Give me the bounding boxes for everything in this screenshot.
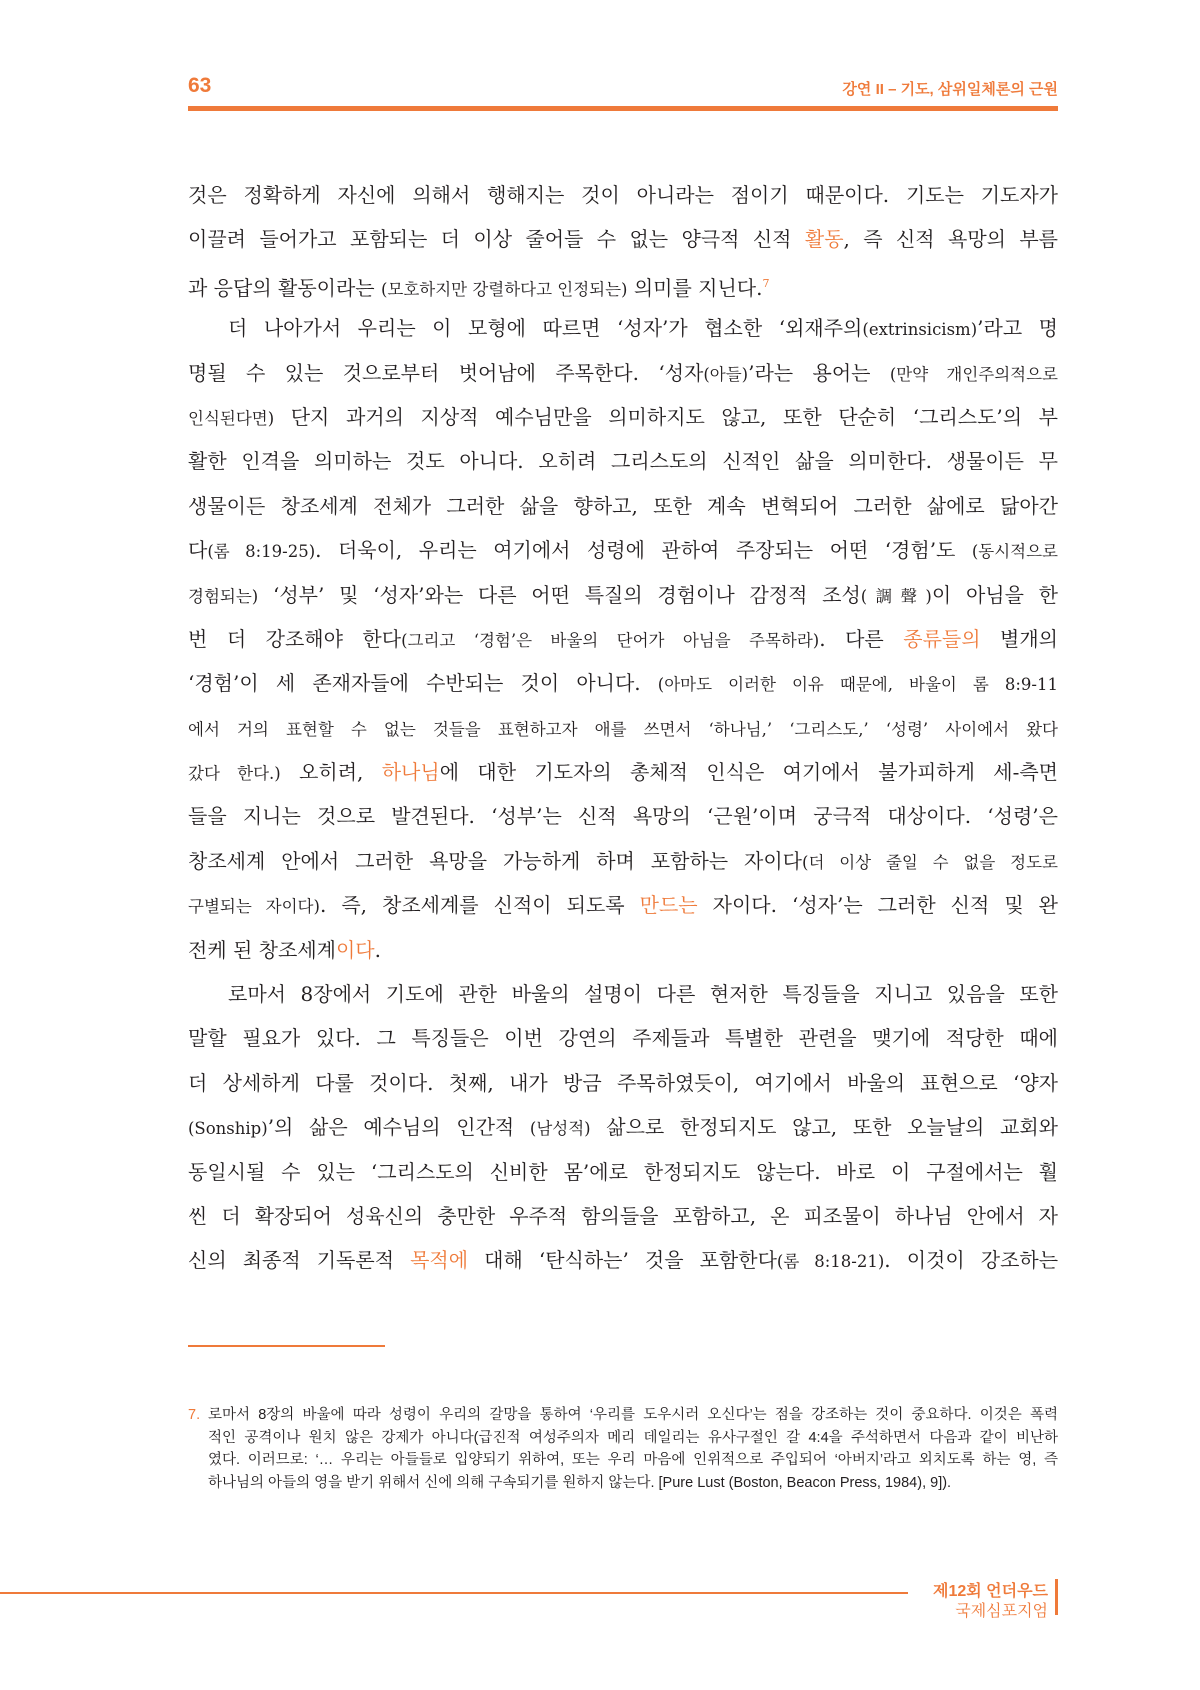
highlighted-term: 활동 [804,227,844,252]
text-line [188,928,1058,972]
paragraph [188,972,1058,1283]
footnote-line: 였다. 이러므로: ‘… 우리는 아들들로 입양되기 위하여, 또는 우리 마음에 인위적으로 주입되어 ‘아버지’라고 외치도록 하는 영, 즉 [208,1452,1058,1468]
parenthetical: (調聲) [860,586,932,606]
parenthetical: 에서 거의 표현할 수 없는 것들을 표현하고자 애를 쓰면서 ‘하나님,’ ‘그리스도,’ ‘성령’ 사이에서 왔다 [188,719,1058,739]
text-run: 말할 필요가 있다. 그 특징들은 이번 강연의 주제들과 특별한 관련을 맺기에 적당한 때에 [188,1026,1058,1051]
text-run: 삶으로 한정되지도 않고, 또한 오늘날의 교회와 [590,1115,1058,1140]
text-run: 것은 정확하게 자신에 의해서 행해지는 것이 아니라는 점이기 때문이다. 기도는 기도자가 [188,183,1058,207]
text-run: 로마서 8장에서 기도에 관한 바울의 설명이 다른 현저한 특징들을 지니고 있음을 또한 [228,982,1058,1007]
text-line [188,262,1058,306]
text-line [188,351,1058,395]
parenthetical: (아들) [703,364,749,384]
parenthetical: 인식된다면) [188,408,275,428]
parenthetical: (모호하지만 강렬하다고 인정되는) [380,279,628,299]
footnote-line: 로마서 8장의 바울에 따라 성령이 우리의 갈망을 통하여 ‘우리를 도우시러 오신다’는 점을 강조하는 것이 중요하다. 이것은 폭력 [208,1407,1058,1423]
footnote [188,1404,1058,1494]
text-line [188,1061,1058,1105]
parenthetical: (extrinsicism) [862,320,978,340]
text-run: 더 상세하게 다룰 것이다. 첫째, 내가 방금 주목하였듯이, 여기에서 바울의 표현으로 ‘양자 [188,1070,1058,1095]
text-line [188,217,1058,261]
text-run: 에 대한 기도자의 총체적 인식은 여기에서 불가피하게 세-측면 [439,760,1058,785]
text-run: 명될 수 있는 것으로부터 벗어남에 주목한다. ‘성자 [188,360,704,385]
text-run: 번 더 강조해야 한다 [188,626,402,651]
footnote-number: 7. [188,1407,201,1423]
parenthetical: (아마도 이러한 이유 때문에, 바울이 롬 8:9-11 [657,675,1058,695]
text-line [188,395,1058,439]
paragraph [188,173,1058,306]
footer-rule [0,1592,908,1594]
text-run: 별개의 [980,626,1058,651]
text-run: 단지 과거의 지상적 예수님만을 의미하지도 않고, 또한 단순히 ‘그리스도’의 부 [274,404,1058,429]
text-line [188,1238,1058,1282]
text-run: 이끌려 들어가고 포함되는 더 이상 줄어들 수 없는 양극적 신적 [188,227,805,252]
parenthetical: (동시적으로 [971,542,1058,562]
text-run: 오히려, [280,760,382,785]
highlighted-term: 종류들의 [903,626,981,651]
text-line [188,706,1058,750]
parenthetical: 경험되는) [188,586,259,606]
text-line [188,794,1058,838]
text-line [188,750,1058,794]
text-line [188,661,1058,705]
text-run: 전케 된 창조세계 [188,937,336,962]
text-run: ’라고 명 [977,316,1058,341]
parenthetical: 갔다 한다.) [188,764,281,784]
running-title: 강연 II – 기도, 삼위일체론의 근원 [842,81,1058,98]
text-run: . 이것이 강조하는 [884,1248,1058,1273]
text-run: 이 아님을 한 [931,582,1058,607]
parenthetical: 구별되는 자이다) [188,897,320,917]
text-run: 창조세계 안에서 그러한 욕망을 가능하게 하며 포함하는 자이다 [188,848,803,873]
text-run: 생물이든 창조세계 전체가 그러한 삶을 향하고, 또한 계속 변혁되어 그러한 삶에로 닮아간 [188,493,1058,518]
text-run: 씬 더 확장되어 성육신의 충만한 우주적 함의들을 포함하고, 온 피조물이 하나님 안에서 자 [188,1203,1058,1228]
footnote-line: 하나님의 아들의 영을 받기 위해서 신에 의해 구속되기를 원하지 않는다. [Pure Lust (Boston, Beacon Press, 1984), 9]). [208,1474,952,1491]
text-run: 동일시될 수 있는 ‘그리스도의 신비한 몸’에로 한정되지도 않는다. 바로 이 구절에서는 훨 [188,1159,1058,1184]
text-run: 의미를 지닌다. [627,275,763,300]
text-run: 들을 지니는 것으로 발견된다. ‘성부’는 신적 욕망의 ‘근원’이며 궁극적 대상이다. ‘성령’은 [188,804,1058,829]
parenthetical: (롬 8:18-21) [776,1252,885,1272]
highlighted-term: 목적에 [410,1248,469,1273]
footer-event-title: 제12회 언더우드 [933,1583,1048,1600]
text-line [188,439,1058,483]
parenthetical: (그리고 ‘경험’은 바울의 단어가 아님을 주목하라) [401,630,820,650]
text-run: . 즉, 창조세계를 신적이 되도록 [319,893,640,918]
footnote-rule [188,1345,385,1347]
text-run: . 더욱이, 우리는 여기에서 성령에 관하여 주장되는 어떤 ‘경험’도 [315,538,972,563]
header-rule [188,106,1058,111]
parenthetical: (만약 개인주의적으로 [889,364,1058,384]
text-run: 다 [188,538,208,563]
highlighted-term: 만드는 [639,893,698,918]
body-text [188,173,1058,1283]
text-run: ’의 삶은 예수님의 인간적 [267,1115,530,1140]
text-line [188,839,1058,883]
text-line [188,1016,1058,1060]
highlighted-term: 하나님 [381,760,440,785]
text-run: . 다른 [819,626,904,651]
text-line [188,617,1058,661]
parenthetical: (남성적) [529,1119,591,1139]
paragraph [188,306,1058,972]
text-run: 신의 최종적 기독론적 [188,1248,411,1273]
text-line [188,528,1058,572]
text-line [188,883,1058,927]
text-run: 과 응답의 활동이라는 [188,275,381,300]
footnote-line: 적인 공격이나 원치 않은 강제가 아니다(급진적 여성주의자 메리 데일리는 유사구절인 갈 4:4을 주석하면서 다음과 같이 비난하 [208,1429,1058,1446]
text-line [188,1150,1058,1194]
text-run: 대해 ‘탄식하는’ 것을 포함한다 [468,1248,777,1273]
highlighted-term: 이다 [335,937,375,962]
text-run: 더 나아가서 우리는 이 모형에 따르면 ‘성자’가 협소한 ‘외재주의 [228,316,863,341]
text-line [188,972,1058,1016]
text-line [188,1194,1058,1238]
text-run: , 즉 신적 욕망의 부름 [843,227,1058,252]
text-line [188,173,1058,217]
text-line [188,1105,1058,1149]
parenthetical: (Sonship) [188,1119,268,1139]
text-line [188,306,1058,350]
text-run: ’라는 용어는 [748,360,890,385]
text-line [188,573,1058,617]
footer-event-subtitle: 국제심포지엄 [955,1603,1048,1620]
text-run: . [374,937,381,962]
footer-bar [1055,1579,1058,1615]
parenthetical: (더 이상 줄일 수 없을 정도로 [802,852,1058,872]
text-run: 자이다. ‘성자’는 그러한 신적 및 완 [697,893,1058,918]
text-run: 활한 인격을 의미하는 것도 아니다. 오히려 그리스도의 신적인 삶을 의미한다. 생물이든 무 [188,449,1058,474]
footnote-ref[interactable]: 7 [762,276,770,290]
text-line [188,484,1058,528]
page-number: 63 [188,74,212,97]
text-run: ‘성부’ 및 ‘성자’와는 다른 어떤 특질의 경험이나 감정적 조성 [258,582,861,607]
text-run: ‘경험’이 세 존재자들에 수반되는 것이 아니다. [188,671,658,696]
parenthetical: (롬 8:19-25) [207,542,316,562]
